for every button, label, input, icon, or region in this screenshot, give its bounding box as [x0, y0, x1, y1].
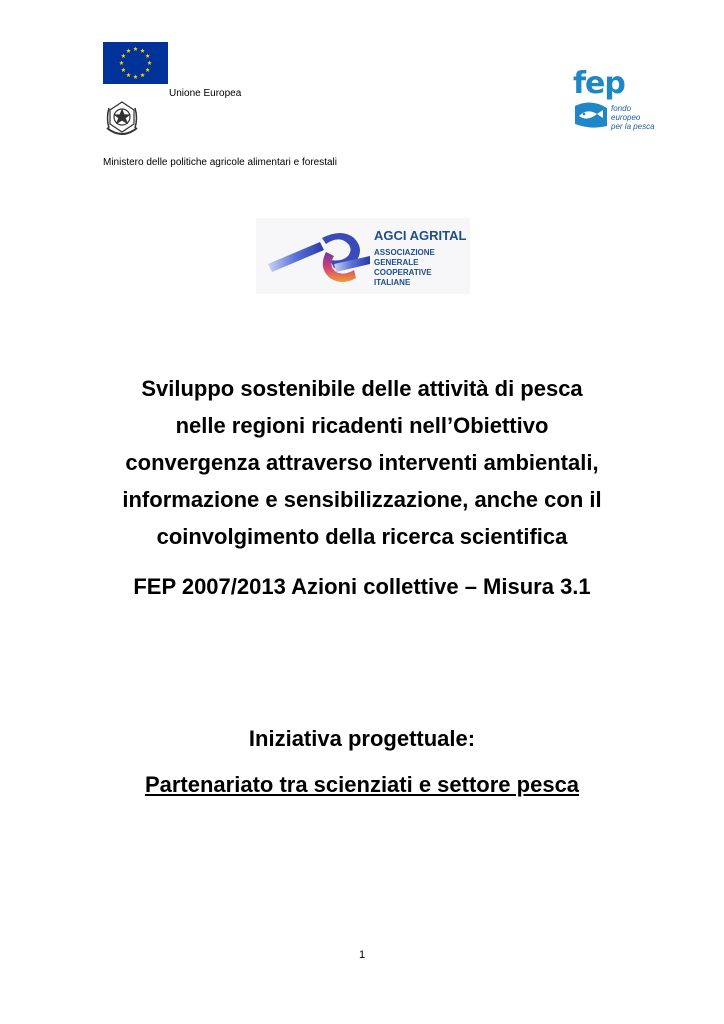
- fep-logo-word: fep: [573, 66, 625, 101]
- title-line: nelle regioni ricadenti nell’Obiettivo: [175, 413, 549, 438]
- title-line: convergenza attraverso interventi ambientali,: [125, 450, 599, 475]
- agci-subtitle-line: COOPERATIVE: [374, 268, 432, 277]
- fep-subtitle-line: fondo europeo: [611, 104, 641, 122]
- fep-subtitle-line: per la pesca: [611, 122, 655, 131]
- title-line: Sviluppo sostenibile delle attività di pesca: [141, 376, 583, 401]
- agci-subtitle-line: ASSOCIAZIONE: [374, 248, 435, 257]
- agci-agrital-logo: [256, 218, 470, 294]
- initiative-title-text: Partenariato tra scienziati e settore pesca: [144, 772, 580, 797]
- program-line: FEP 2007/2013 Azioni collettive – Misura 3.1: [133, 574, 591, 599]
- agci-logo-subtitle: [374, 248, 435, 288]
- title-line: coinvolgimento della ricerca scientifica: [156, 524, 568, 549]
- ministry-label: Ministero delle politiche agricole alimentari e forestali: [103, 157, 337, 168]
- initiative-label: Iniziativa progettuale:: [248, 726, 476, 751]
- agci-subtitle-line: GENERALE: [374, 258, 419, 267]
- agci-subtitle-line: ITALIANE: [374, 278, 411, 287]
- initiative-title: [80, 770, 644, 800]
- eu-flag-icon: [103, 42, 168, 84]
- fep-logo: [573, 66, 655, 134]
- knot-icon: [262, 224, 374, 288]
- fish-icon: [573, 100, 609, 130]
- eu-label: Unione Europea: [169, 88, 242, 99]
- fep-logo-subtitle: [611, 104, 659, 131]
- italian-emblem-icon: [103, 98, 141, 140]
- page-number: 1: [358, 949, 366, 961]
- title-line: informazione e sensibilizzazione, anche con il: [122, 487, 602, 512]
- agci-logo-title: AGCI AGRITAL: [374, 228, 467, 243]
- document-title: [80, 370, 644, 555]
